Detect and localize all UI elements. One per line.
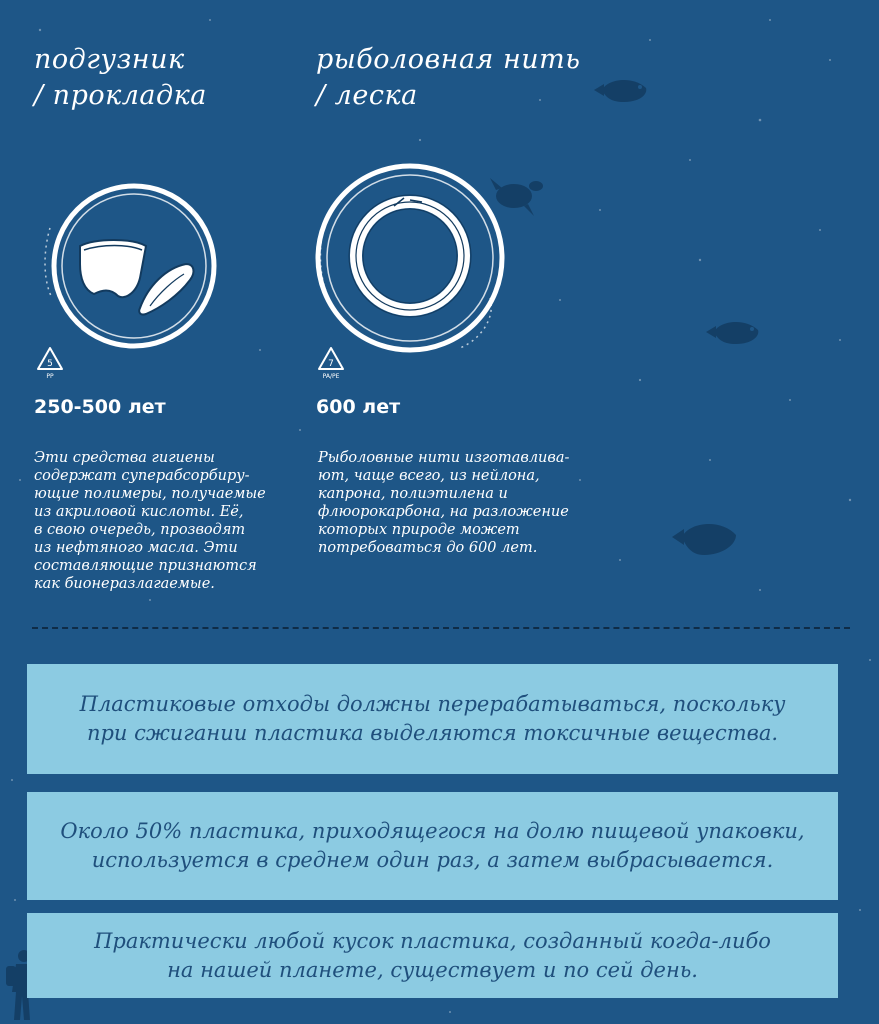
diaper-pad-icon: [36, 168, 226, 358]
item-diaper-title-line1: подгузник: [34, 44, 185, 75]
fact-line: Практически любой кусок пластика, созданный когда-либо: [94, 928, 771, 953]
svg-text:7: 7: [328, 359, 334, 369]
item-fishing-line-description: [318, 449, 638, 557]
description-line: Эти средства гигиены: [34, 450, 215, 466]
description-line: ющие полимеры, получаемые: [34, 486, 266, 502]
fish-silhouette-2-icon: [702, 316, 764, 350]
svg-text:PP: PP: [46, 373, 54, 380]
item-fishing-line-title-line1: рыболовная нить: [316, 44, 581, 75]
fact-line: при сжигании пластика выделяются токсичные вещества.: [86, 721, 779, 745]
description-line: из акриловой кислоты. Её,: [34, 504, 244, 520]
svg-text:PA/PE: PA/PE: [322, 373, 340, 380]
fact-box-recycling: [27, 664, 838, 774]
description-line: содержат суперабсорбиру-: [34, 468, 250, 484]
item-diaper-description: [34, 449, 334, 593]
description-line: потребоваться до 600 лет.: [318, 540, 538, 556]
description-line: как бионеразлагаемые.: [34, 576, 215, 592]
fact-box-food-packaging: [27, 792, 838, 900]
fish-silhouette-3-icon: [670, 515, 740, 559]
item-fishing-line-years: 600 лет: [316, 396, 401, 418]
description-line: из нефтяного масла. Эти: [34, 540, 238, 556]
item-diaper-column: [34, 42, 324, 114]
fact-line: Пластиковые отходы должны перерабатываться, поскольку: [79, 692, 786, 716]
fact-line: Около 50% пластика, приходящегося на долю пищевой упаковки,: [60, 819, 805, 843]
description-line: которых природе может: [318, 522, 520, 538]
description-line: Рыболовные нити изготавлива-: [318, 450, 570, 466]
recycle-code-7-icon: [316, 346, 346, 380]
item-fishing-line-title-line2: / леска: [316, 80, 418, 111]
fishing-line-icon: [300, 148, 520, 368]
recycle-code-5-icon: [36, 346, 64, 380]
fact-line: на нашей планете, существует и по сей день.: [167, 957, 698, 982]
description-line: в свою очередь, прозводят: [34, 522, 246, 538]
item-fishing-line-column: [316, 42, 626, 114]
description-line: капрона, полиэтилена и: [318, 486, 508, 502]
description-line: флюорокарбона, на разложение: [318, 504, 569, 520]
fact-box-persistence: [27, 913, 838, 998]
item-diaper-title-line2: / прокладка: [34, 80, 207, 111]
item-diaper-years: 250-500 лет: [34, 396, 166, 418]
dashed-divider: [32, 627, 850, 629]
description-line: ют, чаще всего, из нейлона,: [318, 468, 540, 484]
fact-line: используется в среднем один раз, а затем выбрасывается.: [91, 848, 774, 872]
svg-text:5: 5: [47, 359, 53, 369]
description-line: составляющие признаются: [34, 558, 257, 574]
